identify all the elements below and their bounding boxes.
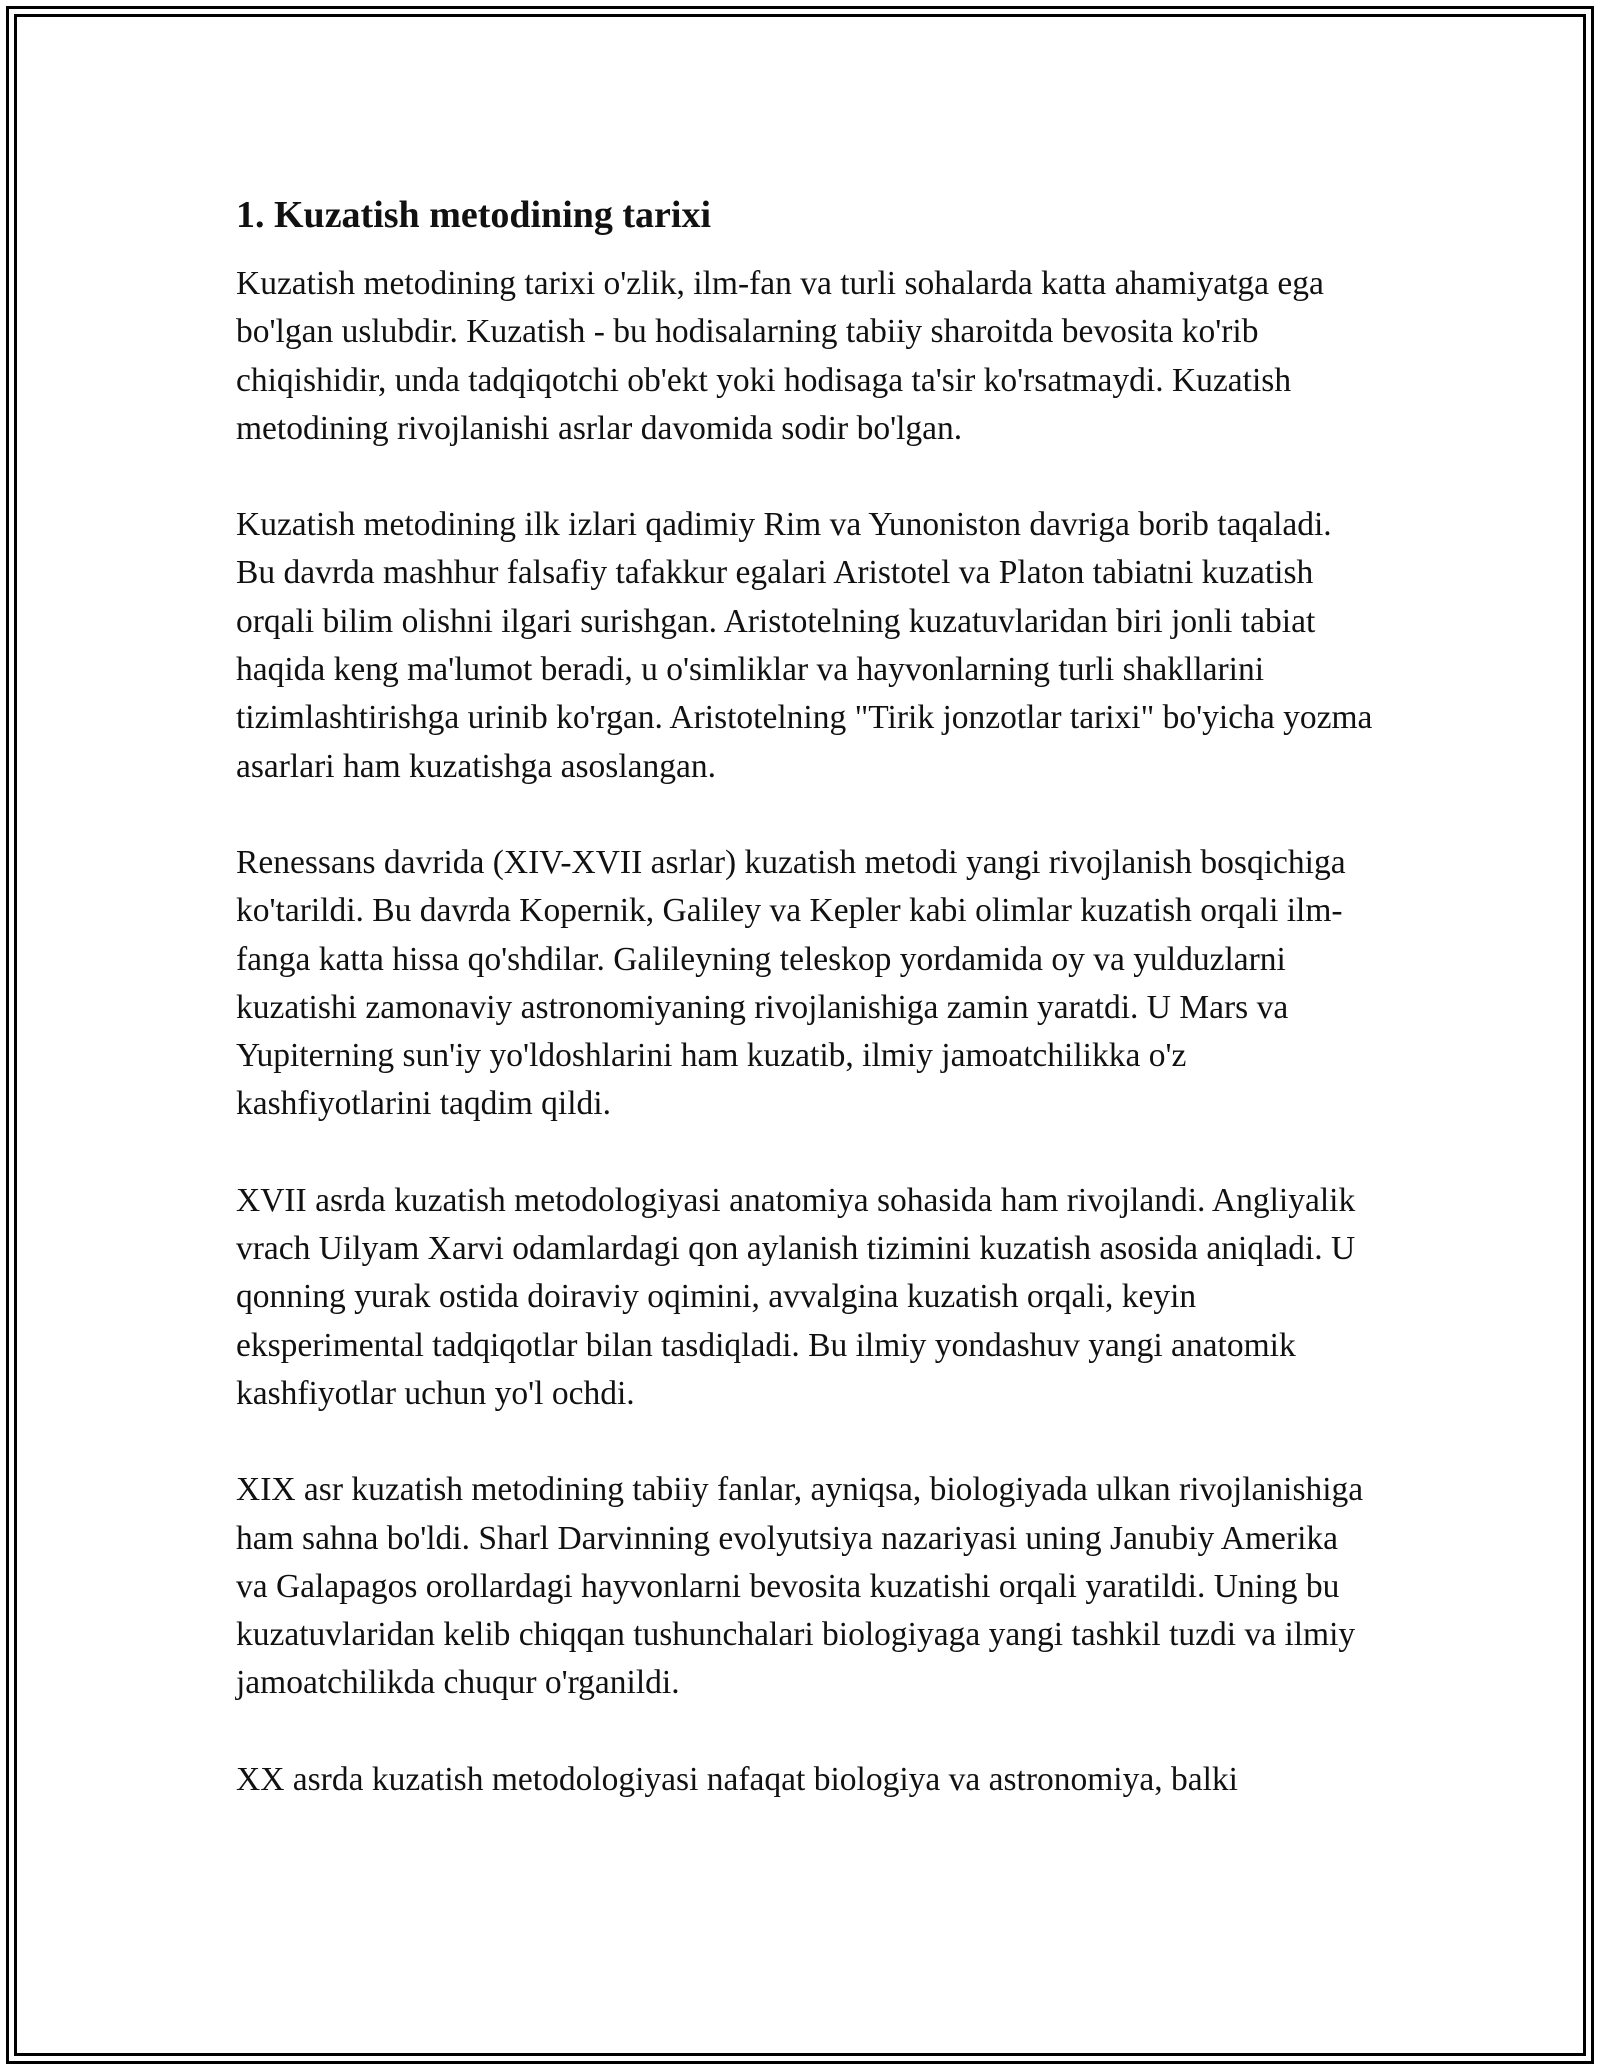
paragraph-intro: Kuzatish metodining tarixi o'zlik, ilm-fan va turli sohalarda katta ahamiyatga ega bo'lgan uslubdir. Kuzatish - bu hodisalarning tabiiy sharoitda bevosita ko'rib chiqishidir, unda tadqiqotchi ob'ekt yoki hodisaga ta'sir ko'rsatmaydi. Kuzatish metodining rivojlanishi asrlar davomida sodir bo'lgan. — [236, 265, 1324, 447]
paragraph-renaissance: Renessans davrida (XIV-XVII asrlar) kuzatish metodi yangi rivojlanish bosqichiga ko'tarildi. Bu davrda Kopernik, Galiley va Kepler kabi olimlar kuzatish orqali ilm-fanga katta hissa qo'shdilar. Galileyning teleskop yordamida oy va yulduzlarni kuzatishi zamonaviy astronomiyaning rivojlanishiga zamin yaratdi. U Mars va Yupiterning sun'iy yo'ldoshlarini ham kuzatib, ilmiy jamoatchilikka o'z kashfiyotlarini taqdim qildi. — [236, 843, 1346, 1123]
paragraph-19th-century: XIX asr kuzatish metodining tabiiy fanlar, ayniqsa, biologiyada ulkan rivojlanishiga ham sahna bo'ldi. Sharl Darvinning evolyutsiya nazariyasi uning Janubiy Amerika va Galapagos orollardagi hayvonlarni bevosita kuzatishi orqali yaratildi. Uning bu kuzatuvlaridan kelib chiqqan tushunchalari biologiyaga yangi tashkil tuzdi va ilmiy jamoatchilikda chuqur o'rganildi. — [236, 1471, 1364, 1702]
paragraph-20th-century: XX asrda kuzatish metodologiyasi nafaqat biologiya va astronomiya, balki — [236, 1760, 1238, 1798]
paragraph-17th-century: XVII asrda kuzatish metodologiyasi anatomiya sohasida ham rivojlandi. Angliyalik vrach Uilyam Xarvi odamlardagi qon aylanish tizimini kuzatish asosida aniqladi. U qonning yurak ostida doiraviy oqimini, avvalgina kuzatish orqali, keyin eksperimental tadqiqotlar bilan tasdiqladi. Bu ilmiy yondashuv yangi anatomik kashfiyotlar uchun yo'l ochdi. — [236, 1181, 1356, 1412]
document-body — [236, 190, 1376, 1852]
section-heading: 1. Kuzatish metodining tarixi — [236, 194, 712, 236]
paragraph-antiquity: Kuzatish metodining ilk izlari qadimiy Rim va Yunoniston davriga borib taqaladi. Bu davrda mashhur falsafiy tafakkur egalari Aristotel va Platon tabiatni kuzatish orqali bilim olishni ilgari surishgan. Aristotelning kuzatuvlaridan biri jonli tabiat haqida keng ma'lumot beradi, u o'simliklar va hayvonlarning turli shakllarini tizimlashtirishga urinib ko'rgan. Aristotelning "Tirik jonzotlar tarixi" bo'yicha yozma asarlari ham kuzatishga asoslangan. — [236, 506, 1373, 785]
